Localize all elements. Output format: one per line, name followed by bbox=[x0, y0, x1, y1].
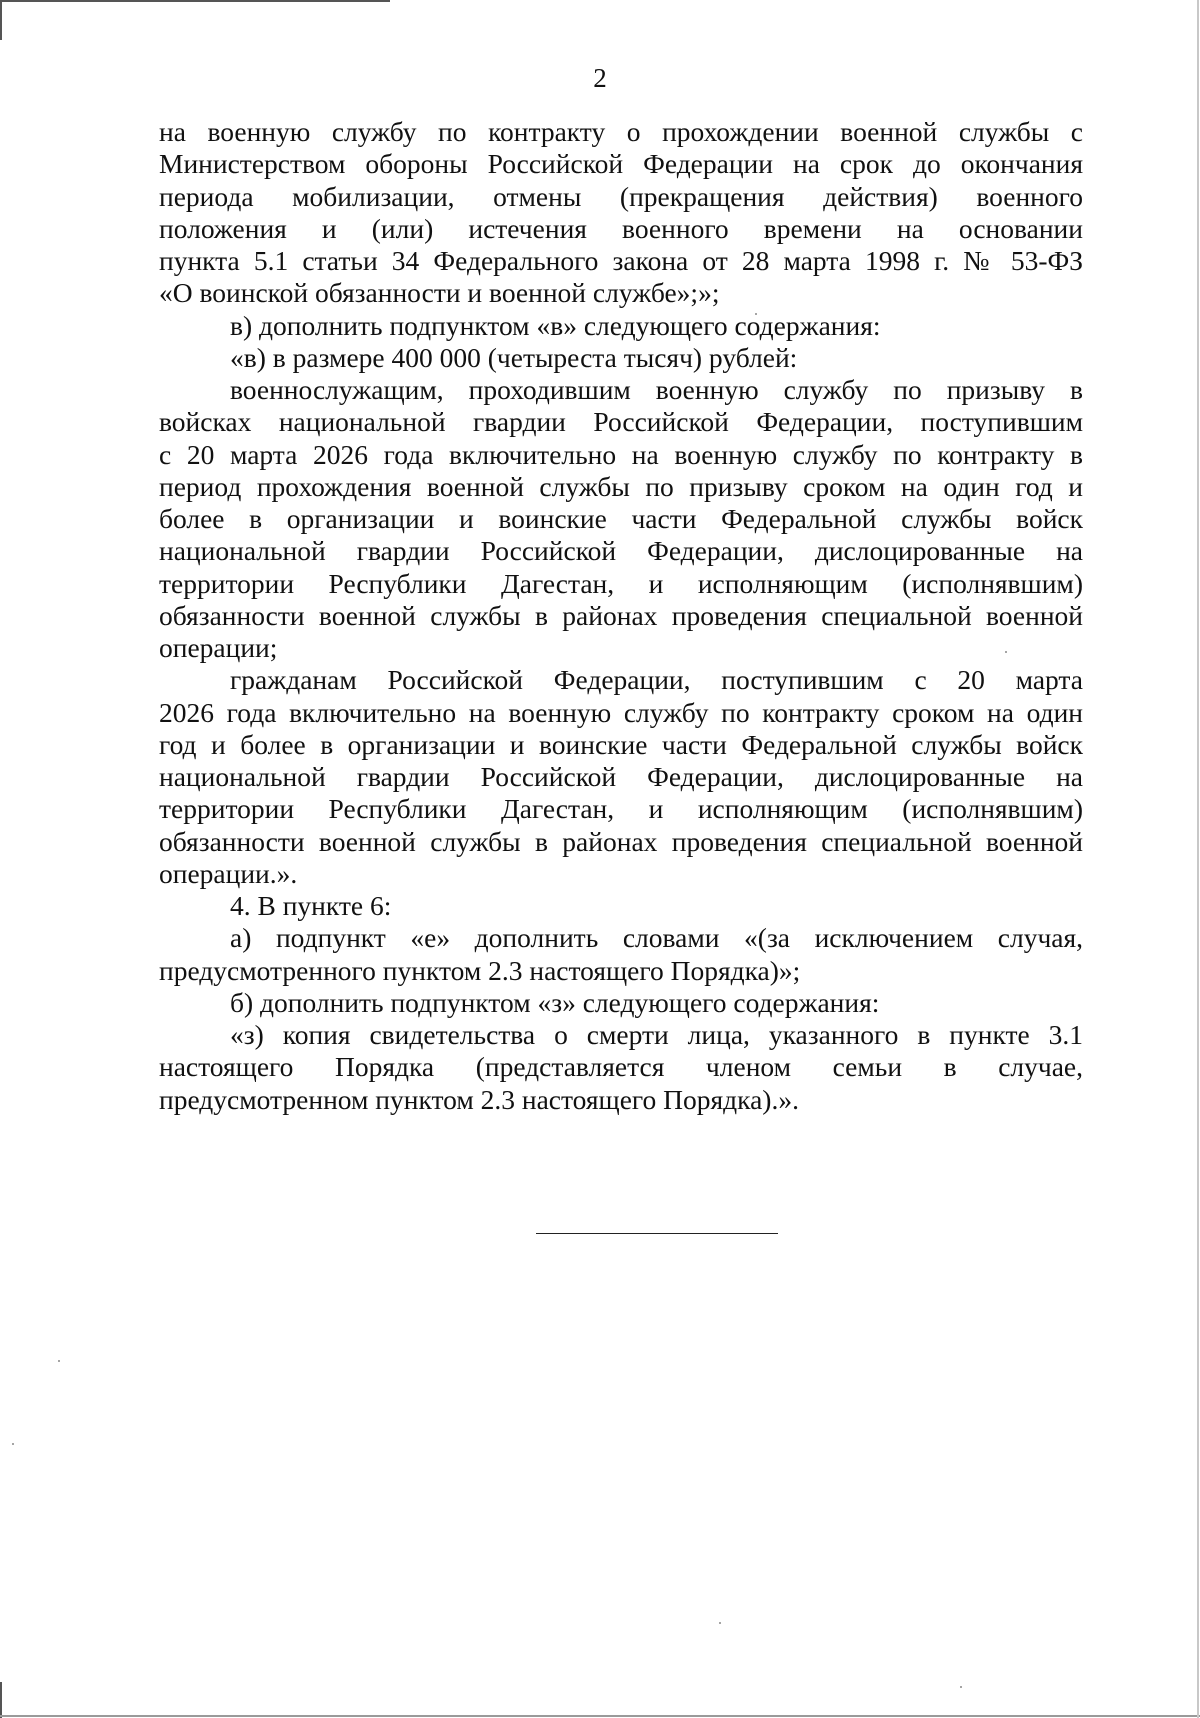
text-line: национальной гвардии Российской Федерации, дислоцированные на bbox=[159, 761, 1083, 792]
speck bbox=[719, 1622, 721, 1624]
text-line: «О воинской обязанности и военной службе»;»; bbox=[159, 277, 720, 309]
speck bbox=[58, 1360, 60, 1362]
text-line: операции; bbox=[159, 632, 278, 663]
scan-edge-left-lower bbox=[0, 1682, 2, 1718]
text-line: национальной гвардии Российской Федерации, дислоцированные на bbox=[159, 535, 1083, 567]
text-line: 2026 года включительно на военную службу по контракту сроком на один bbox=[159, 696, 1083, 728]
text-line: а) подпункт «е» дополнить словами «(за исключением случая, bbox=[230, 922, 1083, 954]
scan-edge-left bbox=[0, 0, 2, 40]
scan-edge-bottom bbox=[0, 1715, 1200, 1717]
text-line: период прохождения военной службы по призыву сроком на один год и bbox=[159, 470, 1083, 502]
text-line: настоящего Порядка (представляется членом семьи в случае, bbox=[159, 1051, 1083, 1083]
text-line: территории Республики Дагестан, и исполняющим (исполнявшим) bbox=[159, 567, 1083, 599]
text-line: обязанности военной службы в районах проведения специальной военной bbox=[159, 825, 1083, 857]
text-line: войсках национальной гвардии Российской Федерации, поступившим bbox=[159, 406, 1083, 438]
text-line: «в) в размере 400 000 (четыреста тысяч) рублей: bbox=[230, 341, 798, 373]
text-line: территории Республики Дагестан, и исполняющим (исполнявшим) bbox=[159, 793, 1083, 825]
text-line: периода мобилизации, отмены (прекращения действия) военного bbox=[159, 180, 1083, 212]
speck bbox=[960, 1686, 962, 1688]
text-line: гражданам Российской Федерации, поступившим с 20 марта bbox=[230, 664, 1083, 696]
text-line: более в организации и воинские части Федеральной службы войск bbox=[159, 503, 1083, 534]
text-line: 4. В пункте 6: bbox=[230, 890, 392, 921]
text-line: «з) копия свидетельства о смерти лица, указанного в пункте 3.1 bbox=[230, 1019, 1083, 1050]
page-number: 2 bbox=[593, 63, 607, 93]
text-line: положения и (или) истечения военного времени на основании bbox=[159, 212, 1083, 244]
text-line: Министерством обороны Российской Федерации на срок до окончания bbox=[159, 148, 1083, 180]
end-of-text-rule bbox=[536, 1233, 778, 1234]
text-line: год и более в организации и воинские части Федеральной службы войск bbox=[159, 728, 1083, 760]
scan-edge-top bbox=[0, 0, 390, 2]
text-line: в) дополнить подпунктом «в» следующего содержания: bbox=[230, 309, 881, 341]
text-line: пункта 5.1 статьи 34 Федерального закона от 28 марта 1998 г. № 53-ФЗ bbox=[159, 245, 1083, 276]
text-line: предусмотренном пунктом 2.3 настоящего Порядка).». bbox=[159, 1083, 799, 1115]
document-body bbox=[159, 116, 1083, 1116]
text-line: обязанности военной службы в районах проведения специальной военной bbox=[159, 599, 1083, 631]
text-line: операции.». bbox=[159, 857, 298, 889]
speck bbox=[12, 1443, 14, 1445]
text-line: б) дополнить подпунктом «з» следующего содержания: bbox=[230, 986, 880, 1018]
text-line: на военную службу по контракту о прохождении военной службы с bbox=[159, 116, 1083, 147]
text-line: с 20 марта 2026 года включительно на военную службу по контракту в bbox=[159, 438, 1083, 470]
scan-edge-right bbox=[1197, 0, 1199, 1718]
text-line: военнослужащим, проходившим военную службу по призыву в bbox=[230, 374, 1083, 405]
text-line: предусмотренного пунктом 2.3 настоящего Порядка)»; bbox=[159, 954, 801, 986]
